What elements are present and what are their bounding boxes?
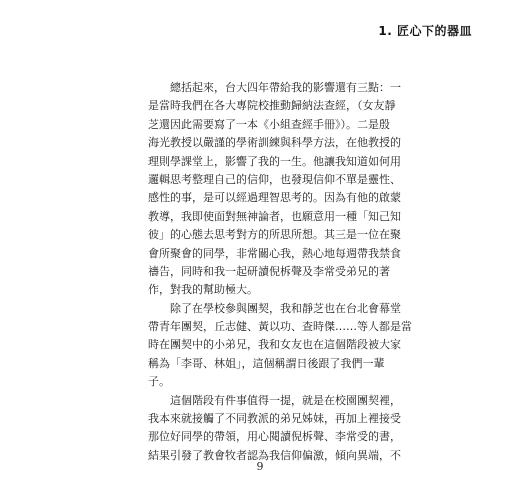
- text-line: 理則學課堂上，影響了我的一生。他讓我知道如何用: [148, 154, 401, 168]
- text-line: 禱告，同時和我一起研讀倪柝聲及李常受弟兄的著: [148, 264, 390, 278]
- body-text: [148, 79, 412, 465]
- text-line: 海光教授以嚴謹的學術訓練與科學方法，在他教授的: [148, 136, 401, 150]
- text-line: 總括起來，台大四年帶給我的影響還有三點：一: [170, 81, 401, 94]
- text-line: 感性的事，是可以經過理智思考的。因為有他的啟蒙: [148, 191, 401, 205]
- text-line: 芝還因此需要寫了一本《小組查經手冊》）。二是殷: [148, 117, 390, 131]
- text-line: 時在團契中的小弟兄，我和女友也在這個階段被大家: [148, 338, 401, 352]
- text-line: 邏輯思考整理自己的信仰，也發現信仰不單是靈性、: [148, 172, 401, 186]
- paragraph: [148, 79, 401, 300]
- text-line: 帶青年團契，丘志健、黃以功、查時傑……等人都是當: [148, 320, 412, 334]
- text-line: 會所聚會的同學，非常關心我，熱心地每週帶我禁食: [148, 246, 401, 260]
- text-line: 那位好同學的帶領，用心閱讀倪柝聲、李常受的書，: [148, 430, 401, 444]
- text-line: 結果引發了教會牧者認為我信仰偏激，傾向異端，不: [148, 448, 401, 462]
- text-line: 教導，我即使面對無神論者，也願意用一種「知己知: [148, 209, 401, 223]
- text-line: 是當時我們在各大專院校推動歸納法查經，（女友靜: [148, 99, 396, 113]
- paragraph: [148, 300, 412, 392]
- chapter-title: 1. 匠心下的器皿: [378, 24, 472, 38]
- text-line: 除了在學校參與團契，我和靜芝也在台北會幕堂: [170, 301, 401, 315]
- text-line: 子。: [148, 375, 170, 389]
- text-line: 這個階段有件事值得一提，就是在校園團契裡，: [170, 393, 401, 407]
- paragraph: [148, 392, 401, 466]
- text-line: 彼」的心態去思考對方的所思所想。其三是一位在聚: [148, 228, 401, 242]
- text-line: 稱為「李哥、林姐」，這個稱謂日後跟了我們一輩: [148, 356, 385, 370]
- text-line: 作，對我的幫助極大。: [148, 283, 258, 297]
- page-number: 9: [256, 460, 264, 473]
- text-line: 我本來就接觸了不同教派的弟兄姊妹，再加上裡接受: [148, 412, 401, 426]
